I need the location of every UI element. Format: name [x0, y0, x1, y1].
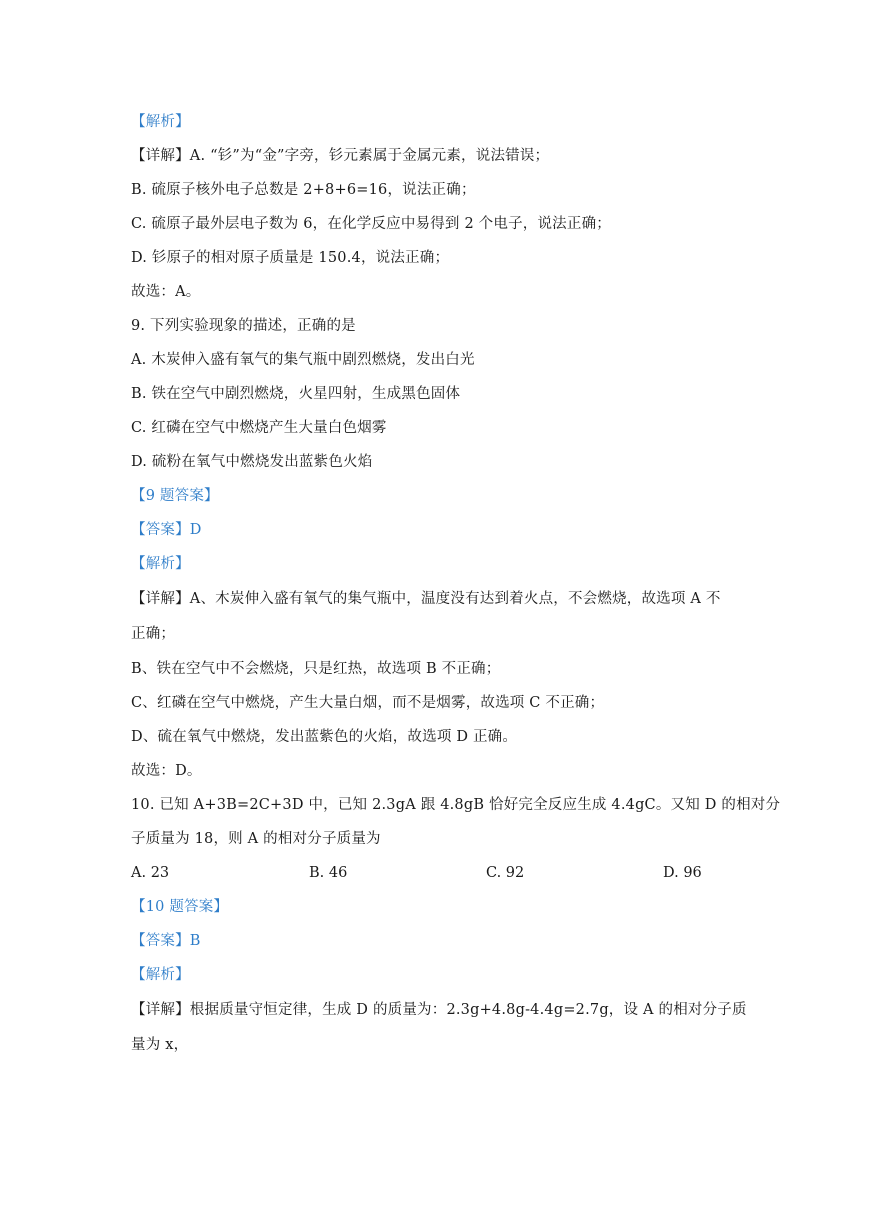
- q9-detail-line1: 【详解】A、木炭伸入盛有氧气的集气瓶中，温度没有达到着火点，不会燃烧，故选项 A 不: [131, 591, 721, 607]
- q9-explain-d: D、硫在氧气中燃烧，发出蓝紫色的火焰，故选项 D 正确。: [131, 729, 518, 745]
- q9-choice: 故选：D。: [131, 763, 202, 779]
- q10-analysis-label: 【解析】: [131, 967, 190, 983]
- q9-answer-header: 【9 题答案】: [131, 488, 219, 504]
- q9-analysis-label: 【解析】: [131, 556, 190, 572]
- q10-answer: 【答案】B: [131, 933, 201, 949]
- q9-option-a: A. 木炭伸入盛有氧气的集气瓶中剧烈燃烧，发出白光: [131, 352, 475, 368]
- q9-explain-b: B、铁在空气中不会燃烧，只是红热，故选项 B 不正确；: [131, 661, 501, 677]
- q10-option-c: C. 92: [486, 865, 525, 881]
- q9-detail-line2: 正确；: [131, 626, 176, 642]
- q9-option-b: B. 铁在空气中剧烈燃烧，火星四射，生成黑色固体: [131, 386, 461, 402]
- q10-option-b: B. 46: [309, 865, 348, 881]
- q8-explain-b: B. 硫原子核外电子总数是 2+8+6=16，说法正确；: [131, 182, 476, 198]
- q9-stem: 9. 下列实验现象的描述，正确的是: [131, 318, 356, 334]
- q8-choice: 故选：A。: [131, 284, 201, 300]
- q8-analysis-label: 【解析】: [131, 114, 190, 130]
- q9-option-d: D. 硫粉在氧气中燃烧发出蓝紫色火焰: [131, 454, 373, 470]
- q8-explain-c: C. 硫原子最外层电子数为 6，在化学反应中易得到 2 个电子，说法正确；: [131, 216, 611, 232]
- q10-option-a: A. 23: [131, 865, 170, 881]
- q10-stem-line2: 子质量为 18，则 A 的相对分子质量为: [131, 831, 381, 847]
- q10-detail-line2: 量为 x，: [131, 1037, 189, 1053]
- q9-option-c: C. 红磷在空气中燃烧产生大量白色烟雾: [131, 420, 387, 436]
- q8-explain-d: D. 钐原子的相对原子质量是 150.4，说法正确；: [131, 250, 450, 266]
- q9-explain-c: C、红磷在空气中燃烧，产生大量白烟，而不是烟雾，故选项 C 不正确；: [131, 695, 605, 711]
- q9-answer: 【答案】D: [131, 522, 202, 538]
- q10-answer-header: 【10 题答案】: [131, 899, 229, 915]
- q10-option-d: D. 96: [663, 865, 702, 881]
- q10-stem-line1: 10. 已知 A+3B=2C+3D 中，已知 2.3gA 跟 4.8gB 恰好完全反应生成 4.4gC。又知 D 的相对分: [131, 797, 781, 813]
- q8-detail: 【详解】A. “钐”为“金”字旁，钐元素属于金属元素，说法错误；: [131, 148, 550, 164]
- q10-detail-line1: 【详解】根据质量守恒定律，生成 D 的质量为：2.3g+4.8g-4.4g=2.7g，设 A 的相对分子质: [131, 1002, 747, 1018]
